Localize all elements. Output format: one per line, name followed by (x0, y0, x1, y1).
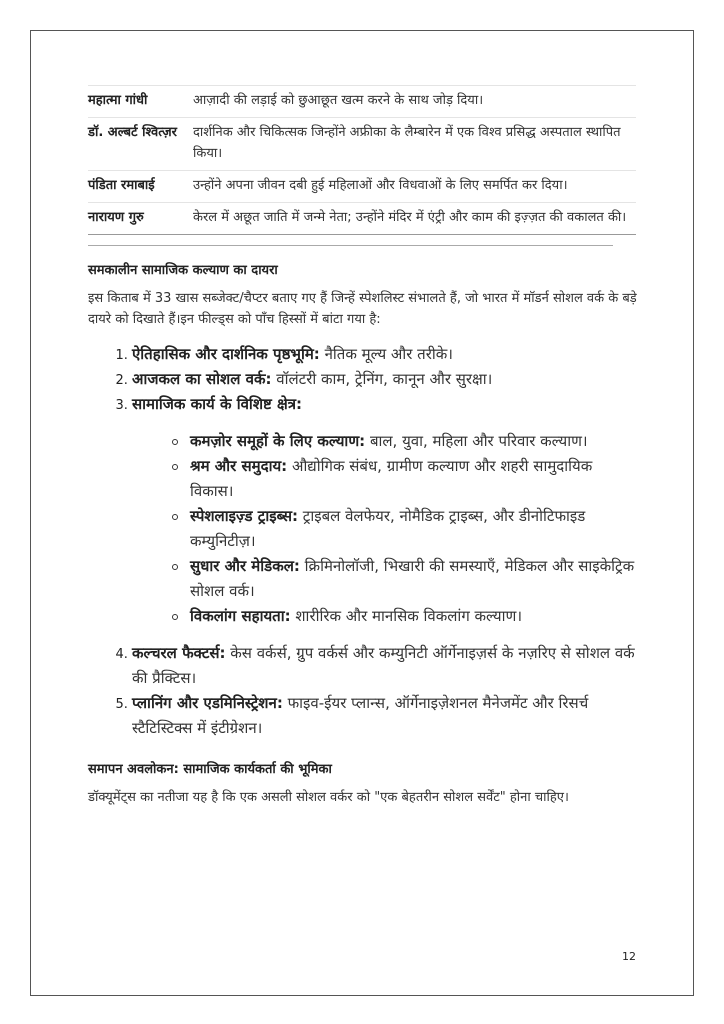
circle-bullet-icon (172, 564, 178, 570)
list-item (132, 641, 638, 691)
circle-bullet-icon (172, 514, 178, 520)
table-row (88, 171, 636, 203)
sub-list (132, 429, 638, 629)
table-row (88, 86, 636, 118)
list-item (132, 691, 638, 741)
table-row (88, 118, 636, 171)
item-label: कल्चरल फैक्टर्स: (132, 644, 226, 662)
sub-list-item (172, 454, 638, 504)
item-text: केस वर्कर्स, ग्रुप वर्कर्स और कम्युनिटी ऑर्गेनाइज़र्स के नज़रिए से सोशल वर्क की प्रैक्टिस। (132, 644, 635, 687)
circle-bullet-icon (172, 614, 178, 620)
person-name: महात्मा गांधी (88, 86, 193, 118)
table-row (88, 203, 636, 235)
sub-item-label: विकलांग सहायता: (190, 607, 291, 625)
people-table (88, 85, 636, 235)
document-content (88, 85, 638, 818)
list-item (132, 367, 638, 392)
person-description: केरल में अछूत जाति में जन्मे नेता; उन्होंने मंदिर में एंट्री और काम की इज़्ज़त की वकालत की। (193, 203, 636, 235)
item-text: वॉलंटरी काम, ट्रेनिंग, कानून और सुरक्षा। (271, 370, 493, 388)
person-description: आज़ादी की लड़ाई को छुआछूत खत्म करने के साथ जोड़ दिया। (193, 86, 636, 118)
sub-item-text: क्रिमिनोलॉजी, भिखारी की समस्याएँ, मेडिकल और साइकेट्रिक सोशल वर्क। (190, 557, 635, 600)
person-name: पंडिता रमाबाई (88, 171, 193, 203)
item-text: फाइव-ईयर प्लान्स, ऑर्गेनाइज़ेशनल मैनेजमेंट और रिसर्च स्टैटिस्टिक्स में इंटीग्रेशन। (132, 694, 589, 737)
list-item (132, 342, 638, 367)
sub-list-item (172, 504, 638, 554)
field-list (88, 342, 638, 741)
sub-item-label: कमज़ोर समूहों के लिए कल्याण: (190, 432, 366, 450)
item-label: ऐतिहासिक और दार्शनिक पृष्ठभूमि: (132, 345, 320, 363)
section-divider (88, 245, 613, 246)
person-name: नारायण गुरु (88, 203, 193, 235)
section-body: डॉक्यूमेंट्स का नतीजा यह है कि एक असली सोशल वर्कर को "एक बेहतरीन सोशल सर्वेंट" होना चाहिए। (88, 790, 569, 805)
sub-item-text: ट्राइबल वेलफेयर, नोमैडिक ट्राइब्स, और डीनोटिफाइड कम्युनिटीज़। (190, 507, 586, 550)
item-label: प्लानिंग और एडमिनिस्ट्रेशन: (132, 694, 283, 712)
person-description: दार्शनिक और चिकित्सक जिन्होंने अफ्रीका के लैम्बारेन में एक विश्व प्रसिद्ध अस्पताल स्थापित किया। (193, 118, 636, 171)
section-heading: समापन अवलोकन: सामाजिक कार्यकर्ता की भूमिका (88, 762, 332, 777)
sub-list-item (172, 429, 638, 454)
sub-list-item (172, 554, 638, 604)
item-label: सामाजिक कार्य के विशिष्ट क्षेत्र: (132, 395, 303, 413)
item-label: आजकल का सोशल वर्क: (132, 370, 272, 388)
section-heading: समकालीन सामाजिक कल्याण का दायरा (88, 263, 278, 278)
item-text: नैतिक मूल्य और तरीके। (319, 345, 453, 363)
sub-item-text: बाल, युवा, महिला और परिवार कल्याण। (365, 432, 588, 450)
person-name: डॉ. अल्बर्ट श्वित्ज़र (88, 118, 193, 171)
sub-list-item (172, 604, 638, 629)
person-description: उन्होंने अपना जीवन दबी हुई महिलाओं और विधवाओं के लिए समर्पित कर दिया। (193, 171, 636, 203)
list-item (132, 392, 638, 629)
circle-bullet-icon (172, 464, 178, 470)
sub-item-label: श्रम और समुदाय: (190, 457, 288, 475)
sub-item-text: औद्योगिक संबंध, ग्रामीण कल्याण और शहरी सामुदायिक विकास। (190, 457, 593, 500)
page-number: 12 (622, 950, 636, 963)
sub-item-label: सुधार और मेडिकल: (190, 557, 300, 575)
sub-item-label: स्पेशलाइज़्ड ट्राइब्स: (190, 507, 298, 525)
section-intro: इस किताब में 33 खास सब्जेक्ट/चैप्टर बताए गए हैं जिन्हें स्पेशलिस्ट संभालते हैं, जो भारत में मॉडर्न सोशल वर्क के बड़े दायरे को दिखाते हैं।इन फील्ड्स को पाँच हिस्सों में बांटा गया है: (88, 291, 637, 327)
circle-bullet-icon (172, 439, 178, 445)
sub-item-text: शारीरिक और मानसिक विकलांग कल्याण। (290, 607, 523, 625)
